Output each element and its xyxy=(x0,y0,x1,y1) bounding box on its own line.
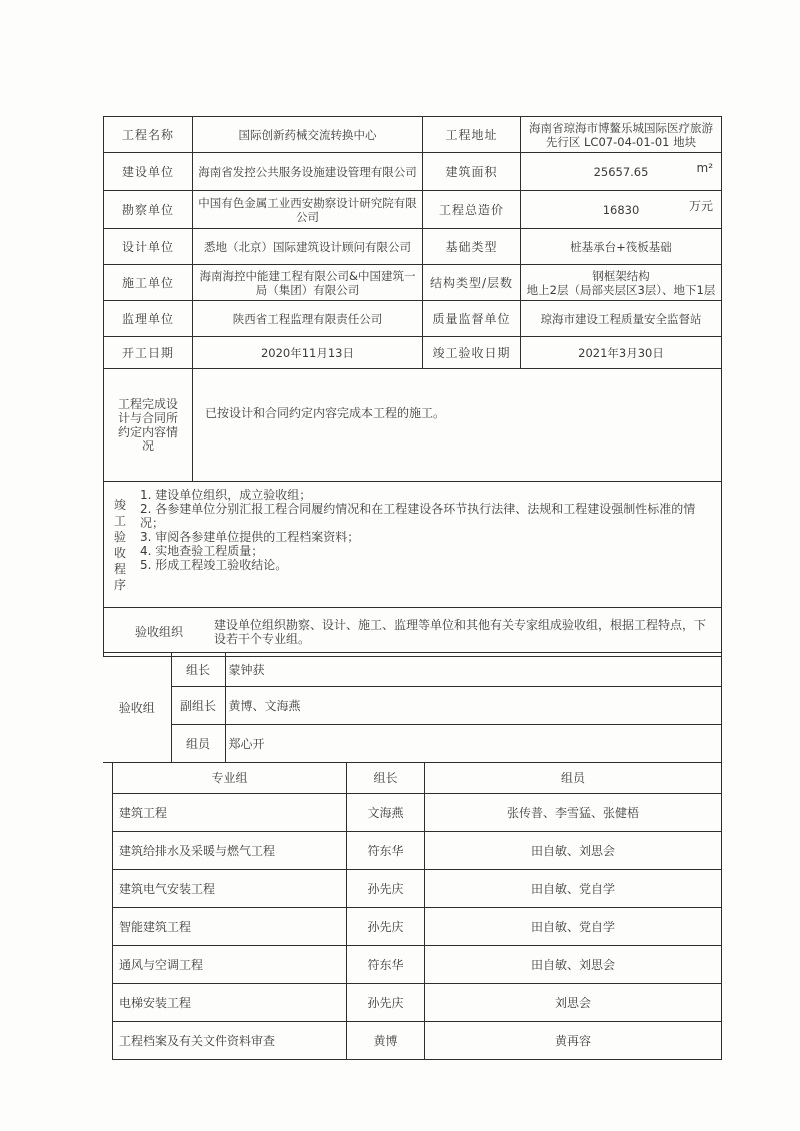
subgroup-leader: 文海燕 xyxy=(347,794,425,832)
procedure-step: 5. 形成工程竣工验收结论。 xyxy=(140,558,288,572)
subgroup-header-leader: 组长 xyxy=(347,763,425,794)
table-row xyxy=(113,1022,722,1060)
cost-cell xyxy=(521,191,722,229)
member-label: 组员 xyxy=(171,725,225,763)
subgroup-table xyxy=(112,762,722,1060)
subgroup-name: 工程档案及有关文件资料审查 xyxy=(113,1022,347,1060)
supervisor-label: 监理单位 xyxy=(104,301,193,337)
foundation-label: 基础类型 xyxy=(423,229,521,265)
table-row xyxy=(113,984,722,1022)
procedure-step: 4. 实地查验工程质量； xyxy=(140,544,264,558)
subgroup-header-members: 组员 xyxy=(425,763,722,794)
structure-cell xyxy=(521,265,722,301)
construction-value: 海南海控中能建工程有限公司&中国建筑一局（集团）有限公司 xyxy=(193,265,423,301)
subgroup-members: 田自敏、刘思会 xyxy=(425,832,722,870)
cost-unit: 万元 xyxy=(688,199,713,213)
construction-label: 施工单位 xyxy=(104,265,193,301)
project-address-value: 海南省琼海市博鳌乐城国际医疗旅游先行区 LC07-04-01-01 地块 xyxy=(521,117,722,153)
subgroup-members: 刘思会 xyxy=(425,984,722,1022)
area-cell xyxy=(521,153,722,191)
subgroup-members: 黄再容 xyxy=(425,1022,722,1060)
structure-floors: 地上2层（局部夹层区3层）、地下1层 xyxy=(526,282,716,297)
table-row xyxy=(113,794,722,832)
finish-date-label: 竣工验收日期 xyxy=(423,337,521,369)
org-cell xyxy=(104,608,722,657)
start-date-value: 2020年11月13日 xyxy=(193,337,423,369)
subgroup-name: 电梯安装工程 xyxy=(113,984,347,1022)
subgroup-leader: 孙先庆 xyxy=(347,870,425,908)
project-address-label: 工程地址 xyxy=(423,117,521,153)
structure-type: 钢框架结构 xyxy=(592,268,650,283)
subgroup-leader: 符东华 xyxy=(347,946,425,984)
procedure-list xyxy=(136,482,721,607)
builder-label: 建设单位 xyxy=(104,153,193,191)
survey-label: 勘察单位 xyxy=(104,191,193,229)
subgroup-members: 田自敏、党自学 xyxy=(425,908,722,946)
foundation-value: 桩基承台+筏板基础 xyxy=(521,229,722,265)
procedure-step: 2. 各参建单位分别汇报工程合同履约情况和在工程建设各环节执行法律、法规和工程建设强制性标准的情况； xyxy=(140,502,696,530)
acceptance-info-table xyxy=(103,116,722,657)
acceptance-group-table xyxy=(103,652,722,763)
completion-label: 工程完成设计与合同所约定内容情况 xyxy=(104,369,193,482)
subgroup-name: 智能建筑工程 xyxy=(113,908,347,946)
subgroup-name: 建筑给排水及采暖与燃气工程 xyxy=(113,832,347,870)
area-value: 25657.65 xyxy=(593,164,649,179)
builder-value: 海南省发控公共服务设施建设管理有限公司 xyxy=(193,153,423,191)
design-value: 悉地（北京）国际建筑设计顾问有限公司 xyxy=(193,229,423,265)
deputy-label: 副组长 xyxy=(171,687,225,725)
member-value: 郑心开 xyxy=(225,725,721,763)
table-row xyxy=(113,832,722,870)
subgroup-name: 通风与空调工程 xyxy=(113,946,347,984)
structure-label: 结构类型/层数 xyxy=(423,265,521,301)
deputy-value: 黄博、文海燕 xyxy=(225,687,721,725)
procedure-step: 3. 审阅各参建单位提供的工程档案资料； xyxy=(140,530,360,544)
subgroup-name: 建筑电气安装工程 xyxy=(113,870,347,908)
cost-value: 16830 xyxy=(602,202,640,217)
table-row xyxy=(113,870,722,908)
start-date-label: 开工日期 xyxy=(104,337,193,369)
quality-value: 琼海市建设工程质量安全监督站 xyxy=(521,301,722,337)
subgroup-name: 建筑工程 xyxy=(113,794,347,832)
procedure-label: 竣工验收程序 xyxy=(113,497,126,592)
design-label: 设计单位 xyxy=(104,229,193,265)
table-row xyxy=(113,946,722,984)
area-unit: m² xyxy=(696,161,713,175)
cost-label: 工程总造价 xyxy=(423,191,521,229)
subgroup-leader: 黄博 xyxy=(347,1022,425,1060)
procedure-step: 1. 建设单位组织，成立验收组； xyxy=(140,488,312,502)
group-label: 验收组 xyxy=(103,653,171,763)
quality-label: 质量监督单位 xyxy=(423,301,521,337)
supervisor-value: 陕西省工程监理有限责任公司 xyxy=(193,301,423,337)
finish-date-value: 2021年3月30日 xyxy=(521,337,722,369)
procedure-cell xyxy=(104,482,722,608)
leader-label: 组长 xyxy=(171,653,225,687)
subgroup-leader: 孙先庆 xyxy=(347,908,425,946)
org-text: 建设单位组织勘察、设计、施工、监理等单位和其他有关专家组成验收组，根据工程特点，下设若干个专业组。 xyxy=(214,618,707,646)
project-name-label: 工程名称 xyxy=(104,117,193,153)
subgroup-leader: 符东华 xyxy=(347,832,425,870)
area-label: 建筑面积 xyxy=(423,153,521,191)
subgroup-members: 张传普、李雪猛、张健梧 xyxy=(425,794,722,832)
project-name-value: 国际创新药械交流转换中心 xyxy=(193,117,423,153)
leader-value: 蒙钟获 xyxy=(225,653,721,687)
completion-text: 已按设计和合同约定内容完成本工程的施工。 xyxy=(193,369,722,482)
subgroup-leader: 孙先庆 xyxy=(347,984,425,1022)
org-label: 验收组织 xyxy=(134,625,183,639)
subgroup-members: 田自敏、刘思会 xyxy=(425,946,722,984)
subgroup-members: 田自敏、党自学 xyxy=(425,870,722,908)
table-row xyxy=(113,908,722,946)
survey-value: 中国有色金属工业西安勘察设计研究院有限公司 xyxy=(193,191,423,229)
subgroup-header-group: 专业组 xyxy=(113,763,347,794)
